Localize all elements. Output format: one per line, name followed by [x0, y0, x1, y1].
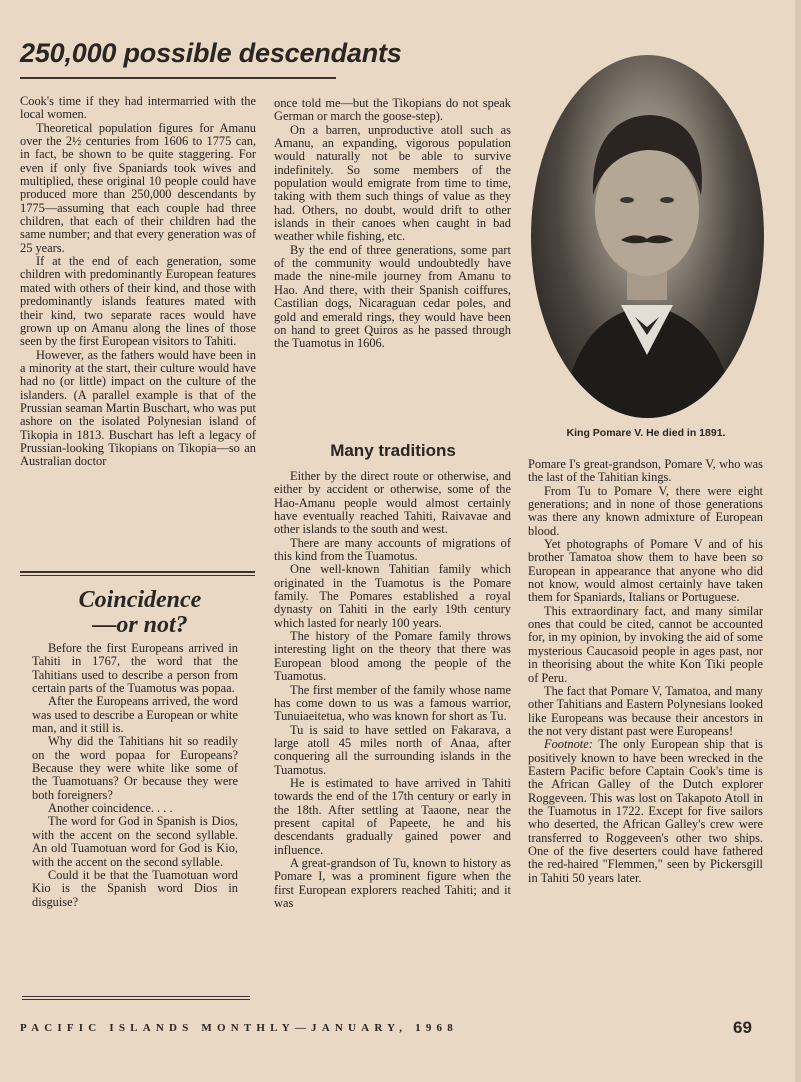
portrait-photo-king-pomare [531, 55, 764, 418]
paragraph: Tu is said to have settled on Fakarava, a large atoll 45 miles north of Anaa, after conquering all the surrounding islands in the Tuamotus. [274, 722, 511, 777]
paragraph: On a barren, unproductive atoll such as Amanu, an expanding, vigorous population would naturally not be able to survive indefinitely. So some members of the population would emigrate from time to time, taking with them such things of value as they had. Others, no doubt, would drift to other islands in their canoes when caught in bad weather while fishing, etc. [274, 122, 511, 244]
paragraph: From Tu to Pomare V, there were eight generations; and in none of those generations was there any known admixture of European blood. [528, 483, 763, 538]
paragraph: Pomare I's great-grandson, Pomare V, who was the last of the Tahitian kings. [528, 457, 763, 485]
paragraph: This extraordinary fact, and many similar ones that could be cited, cannot be accounted for, in my opinion, by invoking the aid of some mysterious Caucasoid people in ages past, nor in theorising about the white Kon Tiki people of Peru. [528, 603, 763, 685]
footnote [528, 738, 763, 885]
footnote-label: Footnote: [544, 737, 593, 752]
headline-rule [20, 77, 336, 79]
sidebar-title-line-1: Coincidence [78, 587, 202, 613]
sidebar-top-rule [20, 571, 255, 573]
page-edge-shadow [795, 0, 801, 1082]
sidebar-title-line-2: —or not? [92, 612, 188, 638]
photo-caption: King Pomare V. He died in 1891. [566, 427, 726, 439]
paragraph: He is estimated to have arrived in Tahiti towards the end of the 17th century or early in the 18th. After settling at Taaone, near the present capital of Papeete, he and his descendants gradually gained power and influence. [274, 775, 511, 857]
sidebar-paragraph: Another coincidence. . . . [48, 801, 173, 816]
sidebar-paragraph: The word for God in Spanish is Dios, with the accent on the second syllable. An old Tuamotuan word for God is Kio, with the accent on the second syllable. [32, 814, 238, 869]
sidebar-paragraph: Could it be that the Tuamotuan word Kio is the Spanish word Dios in disguise? [32, 867, 238, 909]
sidebar-bottom-rule-thin [22, 999, 250, 1000]
sidebar-paragraph: Why did the Tahitians hit so readily on the word popaa for Europeans? Because they were white like some of the Tuamotuans? Or because they were both foreigners? [32, 734, 238, 802]
headline: 250,000 possible descendants [20, 38, 402, 68]
sidebar-title [40, 588, 240, 638]
sidebar-paragraph: Before the first Europeans arrived in Tahiti in 1767, the word that the Tahitians used to describe a person from certain parts of the Tuamotus was popaa. [32, 641, 238, 696]
article-column-2-bottom [274, 470, 511, 910]
paragraph: One well-known Tahitian family which originated in the Tuamotus is the Pomare family. The Pomares established a royal dynasty on Tahiti in the early 19th century which lasted for nearly 100 years. [274, 562, 511, 630]
running-footer: PACIFIC ISLANDS MONTHLY—JANUARY, 1968 [20, 1022, 458, 1034]
sidebar-bottom-rule [22, 996, 250, 997]
paragraph: By the end of three generations, some part of the community would undoubtedly have made the nine-mile journey from Amanu to Hao. And there, with their Spanish coiffures, Castilian dogs, Nicaraguan cedar poles, and gold and emerald rings, they would have been on hand to greet Quiros as he passed through the Tuamotus in 1606. [274, 242, 511, 351]
paragraph: If at the end of each generation, some children with predominantly European features mated with others of their kind, and those with predominantly islands features mated with their kind, two separate races would have grown up on Amanu along the lines of those seen by the first European visitors to Tahiti. [20, 254, 256, 349]
article-column-3 [528, 458, 763, 885]
article-column-1 [20, 95, 256, 469]
paragraph: The first member of the family whose name has come down to us was a famous warrior, Tunuiaeitetua, who was known for short as Tu. [274, 682, 511, 724]
page-number: 69 [733, 1018, 752, 1037]
footnote-text: The only European ship that is positively known to have been wrecked in the Eastern Pacific before Captain Cook's time is the African Galley of the Dutch explorer Roggeveen. This was lost on Takapoto Atoll in the Tuamotus in 1722. Except for five sailors who deserted, the African Galley's crew were transferred to Roggeveen's other two ships. One of the five deserters could have fathered the red-haired "Flemmen," seen by Pickersgill in Tahiti 50 years later. [528, 737, 764, 885]
paragraph: A great-grandson of Tu, known to history as Pomare I, was a prominent figure when the first European explorers reached Tahiti; and it was [274, 855, 511, 910]
paragraph: once told me—but the Tikopians do not speak German or march the goose-step). [274, 96, 511, 124]
paragraph: Yet photographs of Pomare V and of his brother Tamatoa show them to have been so European in appearance that anyone who did not know, would almost certainly have taken them for Spaniards, Italians or Portuguese. [528, 537, 763, 605]
sidebar-body [32, 642, 238, 909]
paragraph: Theoretical population figures for Amanu over the 2½ centuries from 1606 to 1775 can, in fact, be shown to be quite staggering. For even if only five Spaniards took wives and multiplied, these original 10 people could have produced more than 250,000 descendants by 1775—assuming that each couple had three children, that each of their children had the same number; and that every generation was of 25 years. [20, 120, 256, 255]
article-column-2-top [274, 97, 511, 351]
subheading: Many traditions [330, 441, 456, 460]
paragraph: However, as the fathers would have been in a minority at the start, their culture would have had no (or little) impact on the culture of the islanders. (A parallel example is that of the Prussian seaman Martin Buschart, who was put ashore on the isolated Polynesian island of Tikopia in 1813. Buschart has left a legacy of Prussian-looking Tikopians on Tikopia—so an Australian doctor [20, 347, 256, 469]
portrait-illustration [531, 55, 764, 418]
paragraph: The fact that Pomare V, Tamatoa, and many other Tahitians and Eastern Polynesians looked like Europeans was because their ancestors in the not very distant past were Europeans! [528, 683, 763, 738]
paragraph: The history of the Pomare family throws interesting light on the theory that there was European blood among the people of the Tuamotus. [274, 629, 511, 684]
paragraph: There are many accounts of migrations of this kind from the Tuamotus. [274, 535, 511, 564]
paragraph: Cook's time if they had intermarried with the local women. [20, 94, 256, 122]
paragraph: Either by the direct route or otherwise, and either by accident or otherwise, some of the Hao-Amanu people would almost certainly have eventually reached Tahiti, Raivavae and other islands to the south and west. [274, 469, 511, 537]
sidebar-paragraph: After the Europeans arrived, the word was used to describe a European or white man, and it still is. [32, 694, 238, 736]
sidebar-top-rule-thin [20, 575, 255, 576]
